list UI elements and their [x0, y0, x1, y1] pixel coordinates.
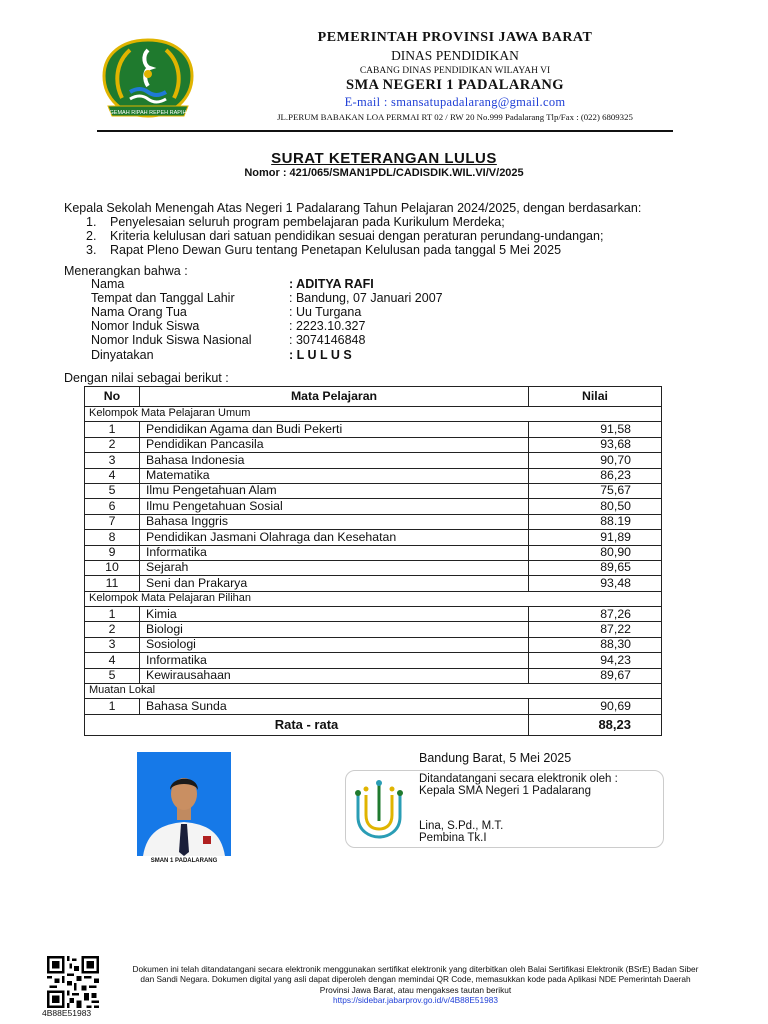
student-photo — [137, 752, 231, 864]
group-row — [85, 684, 662, 699]
cell-subject: Bahasa Indonesia — [140, 453, 529, 468]
bsre-signature-icon — [352, 775, 406, 841]
cell-value: 91,89 — [529, 530, 662, 545]
place-date: Bandung Barat, 5 Mei 2025 — [419, 751, 572, 765]
table-row — [85, 653, 662, 668]
cell-value: 89,67 — [529, 668, 662, 683]
header-no: No — [85, 387, 140, 407]
cell-no: 8 — [85, 530, 140, 545]
field-value-nisn: : 3074146848 — [289, 333, 366, 347]
average-value: 88,23 — [529, 714, 662, 735]
cell-value: 90,69 — [529, 699, 662, 714]
cell-subject: Informatika — [140, 545, 529, 560]
field-value-parent: : Uu Turgana — [289, 305, 362, 319]
cell-value: 86,23 — [529, 468, 662, 483]
group-row — [85, 591, 662, 606]
table-row — [85, 560, 662, 575]
letterhead-government: PEMERINTAH PROVINSI JAWA BARAT — [317, 30, 593, 45]
verification-link[interactable]: https://sidebar.jabarprov.go.id/v/4B88E51983 — [333, 995, 498, 1006]
footer-text: Dokumen ini telah ditandatangani secara elektronik menggunakan sertifikat elektronik yang diterbitkan oleh Balai Sertifikasi Elektronik (BSrE) Badan Siber dan Sandi Negara. Dokumen digital yang asli dapat diperoleh dengan memindai QR Code, memasukkan kode pada Aplikasi NDE Pemerintah Daerah Provinsi Jawa Barat, atau mengakses tautan berikut — [132, 964, 699, 995]
group-row — [85, 407, 662, 422]
letterhead-department: DINAS PENDIDIKAN — [391, 48, 519, 63]
table-row — [85, 545, 662, 560]
cell-no: 3 — [85, 637, 140, 652]
footer-notice — [128, 964, 703, 1006]
table-row — [85, 483, 662, 498]
table-row — [85, 468, 662, 483]
table-row — [85, 576, 662, 591]
letterhead-branch: CABANG DINAS PENDIDIKAN WILAYAH VI — [359, 66, 551, 76]
cell-no: 3 — [85, 453, 140, 468]
basis-item: 3. Rapat Pleno Dewan Guru tentang Penetapan Kelulusan pada tanggal 5 Mei 2025 — [86, 243, 562, 257]
field-value-birth: : Bandung, 07 Januari 2007 — [289, 291, 443, 305]
cell-subject: Sejarah — [140, 560, 529, 575]
cell-value: 93,68 — [529, 437, 662, 452]
cell-no: 2 — [85, 437, 140, 452]
cell-no: 7 — [85, 514, 140, 529]
cell-no: 9 — [85, 545, 140, 560]
table-header-row — [85, 387, 662, 407]
cell-subject: Pendidikan Agama dan Budi Pekerti — [140, 422, 529, 437]
field-label-birth: Tempat dan Tanggal Lahir — [91, 291, 235, 305]
cell-no: 10 — [85, 560, 140, 575]
cell-no: 11 — [85, 576, 140, 591]
cell-subject: Bahasa Inggris — [140, 514, 529, 529]
field-value-nis: : 2223.10.327 — [289, 319, 366, 333]
cell-value: 94,23 — [529, 653, 662, 668]
table-row — [85, 699, 662, 714]
average-label: Rata - rata — [85, 714, 529, 735]
svg-text:GEMAH RIPAH REPEH RAPIH: GEMAH RIPAH REPEH RAPIH — [109, 110, 187, 116]
cell-subject: Pendidikan Pancasila — [140, 437, 529, 452]
cell-subject: Kimia — [140, 607, 529, 622]
table-row — [85, 637, 662, 652]
field-label-nisn: Nomor Induk Siswa Nasional — [91, 333, 252, 347]
letterhead-divider — [97, 130, 673, 132]
grades-intro: Dengan nilai sebagai berikut : — [64, 371, 229, 385]
document-title: SURAT KETERANGAN LULUS — [271, 150, 497, 167]
table-row — [85, 499, 662, 514]
cell-value: 90,70 — [529, 453, 662, 468]
cell-subject: Seni dan Prakarya — [140, 576, 529, 591]
average-row — [85, 714, 662, 735]
cell-subject: Ilmu Pengetahuan Alam — [140, 483, 529, 498]
document-number: Nomor : 421/065/SMAN1PDL/CADISDIK.WIL.VI/V/2025 — [244, 167, 524, 179]
signer-name: Lina, S.Pd., M.T. — [419, 820, 504, 832]
cell-no: 4 — [85, 468, 140, 483]
basis-item: 1. Penyelesaian seluruh program pembelajaran pada Kurikulum Merdeka; — [86, 215, 505, 229]
cell-value: 91,58 — [529, 422, 662, 437]
cell-value: 88,30 — [529, 637, 662, 652]
signer-position: Kepala SMA Negeri 1 Padalarang — [419, 785, 591, 797]
group-name: Kelompok Mata Pelajaran Pilihan — [85, 591, 662, 606]
table-row — [85, 622, 662, 637]
cell-value: 87,22 — [529, 622, 662, 637]
letterhead-address: JL.PERUM BABAKAN LOA PERMAI RT 02 / RW 20 No.999 Padalarang Tlp/Fax : (022) 6809325 — [277, 112, 633, 122]
cell-value: 87,26 — [529, 607, 662, 622]
cell-no: 2 — [85, 622, 140, 637]
table-row — [85, 530, 662, 545]
cell-value: 80,50 — [529, 499, 662, 514]
cell-subject: Sosiologi — [140, 637, 529, 652]
cell-value: 93,48 — [529, 576, 662, 591]
header-value: Nilai — [529, 387, 662, 407]
field-value-status: : L U L U S — [289, 348, 352, 362]
svg-text:SMAN 1 PADALARANG: SMAN 1 PADALARANG — [150, 858, 218, 864]
west-java-emblem-logo — [100, 36, 196, 120]
declares-text: Menerangkan bahwa : — [64, 264, 188, 278]
group-name: Muatan Lokal — [85, 684, 662, 699]
cell-no: 1 — [85, 699, 140, 714]
field-label-nis: Nomor Induk Siswa — [91, 319, 200, 333]
signer-rank: Pembina Tk.I — [419, 832, 487, 844]
signed-by-line: Ditandatangani secara elektronik oleh : — [419, 773, 618, 785]
cell-subject: Ilmu Pengetahuan Sosial — [140, 499, 529, 514]
grades-table — [84, 386, 662, 736]
cell-value: 80,90 — [529, 545, 662, 560]
letterhead-email[interactable]: E-mail : smansatupadalarang@gmail.com — [344, 95, 566, 109]
qr-code-text: 4B88E51983 — [42, 1008, 92, 1018]
cell-no: 1 — [85, 422, 140, 437]
table-row — [85, 514, 662, 529]
cell-no: 1 — [85, 607, 140, 622]
cell-subject: Biologi — [140, 622, 529, 637]
cell-no: 5 — [85, 483, 140, 498]
table-row — [85, 453, 662, 468]
cell-value: 88.19 — [529, 514, 662, 529]
cell-no: 4 — [85, 653, 140, 668]
letterhead-school: SMA NEGERI 1 PADALARANG — [346, 77, 564, 93]
table-row — [85, 668, 662, 683]
table-row — [85, 607, 662, 622]
cell-subject: Matematika — [140, 468, 529, 483]
field-label-status: Dinyatakan — [91, 348, 154, 362]
cell-subject: Pendidikan Jasmani Olahraga dan Kesehatan — [140, 530, 529, 545]
field-value-name: : ADITYA RAFI — [289, 277, 374, 291]
table-row — [85, 437, 662, 452]
group-name: Kelompok Mata Pelajaran Umum — [85, 407, 662, 422]
cell-subject: Kewirausahaan — [140, 668, 529, 683]
qr-code[interactable] — [47, 956, 99, 1008]
cell-no: 6 — [85, 499, 140, 514]
header-subject: Mata Pelajaran — [140, 387, 529, 407]
cell-value: 75,67 — [529, 483, 662, 498]
cell-subject: Informatika — [140, 653, 529, 668]
intro-text: Kepala Sekolah Menengah Atas Negeri 1 Padalarang Tahun Pelajaran 2024/2025, dengan berdasarkan: — [64, 201, 642, 215]
table-row — [85, 422, 662, 437]
cell-value: 89,65 — [529, 560, 662, 575]
cell-no: 5 — [85, 668, 140, 683]
field-label-name: Nama — [91, 277, 125, 291]
field-label-parent: Nama Orang Tua — [91, 305, 187, 319]
basis-item: 2. Kriteria kelulusan dari satuan pendidikan sesuai dengan peraturan perundang-undangan; — [86, 229, 604, 243]
cell-subject: Bahasa Sunda — [140, 699, 529, 714]
